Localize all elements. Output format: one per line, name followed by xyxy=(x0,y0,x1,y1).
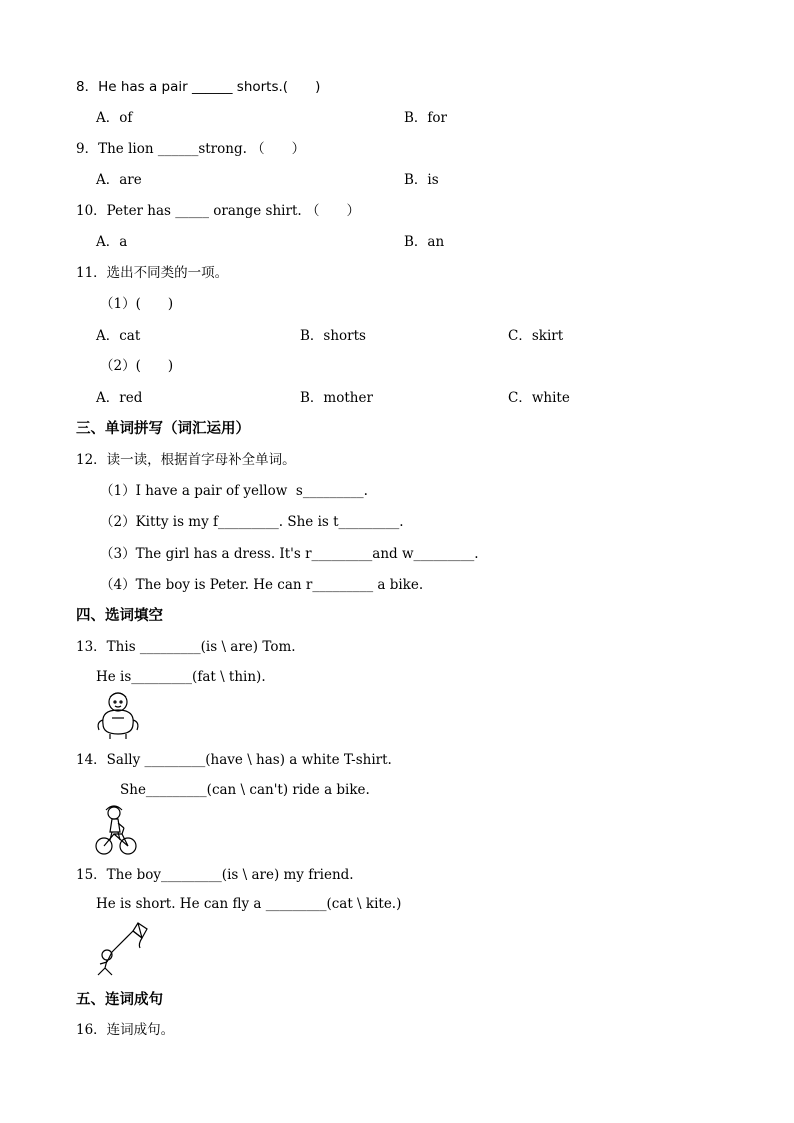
question-11-2-option-a: A．red xyxy=(96,390,143,406)
question-9-stem: 9．The lion ______strong. （ ） xyxy=(76,141,306,157)
question-10-stem: 10．Peter has _____ orange shirt. （ ） xyxy=(76,203,360,219)
question-11-part-1: （1）( ) xyxy=(100,296,174,312)
section-4-heading: 四、选词填空 xyxy=(76,608,163,624)
girl-riding-bike-illustration xyxy=(94,804,138,856)
question-9-option-b: B．is xyxy=(404,172,439,188)
question-8-stem: 8．He has a pair ______ shorts.( ) xyxy=(76,79,321,95)
boy-flying-kite-illustration xyxy=(92,920,152,978)
section-5-heading: 五、连词成句 xyxy=(76,992,163,1008)
question-15-line-1: 15．The boy_________(is \ are) my friend. xyxy=(76,867,354,883)
question-12-line-3: （3）The girl has a dress. It's r_________and w_________. xyxy=(100,546,479,562)
question-11-1-option-b: B．shorts xyxy=(300,328,366,344)
question-9-option-a: A．are xyxy=(96,172,142,188)
question-11-2-option-b: B．mother xyxy=(300,390,373,406)
question-11-part-2: （2）( ) xyxy=(100,358,174,374)
question-11-stem: 11．选出不同类的一项。 xyxy=(76,265,229,281)
question-14-line-1: 14．Sally _________(have \ has) a white T-shirt. xyxy=(76,752,392,768)
question-8-option-b: B．for xyxy=(404,110,447,126)
question-12-line-4: （4）The boy is Peter. He can r_________ a bike. xyxy=(100,577,424,593)
question-13-line-1: 13．This _________(is \ are) Tom. xyxy=(76,639,296,655)
question-12-stem: 12．读一读，根据首字母补全单词。 xyxy=(76,452,296,468)
question-11-1-option-a: A．cat xyxy=(96,328,141,344)
question-10-option-a: A．a xyxy=(96,234,128,250)
question-12-line-2: （2）Kitty is my f_________. She is t_________. xyxy=(100,514,404,530)
question-15-line-2: He is short. He can fly a _________(cat \ kite.) xyxy=(96,896,402,912)
question-11-2-option-c: C．white xyxy=(508,390,570,406)
fat-boy-illustration xyxy=(94,690,142,740)
question-13-line-2: He is_________(fat \ thin). xyxy=(96,669,266,685)
section-3-heading: 三、单词拼写（词汇运用） xyxy=(76,421,250,437)
question-12-line-1: （1）I have a pair of yellow s_________. xyxy=(100,483,368,499)
question-14-line-2: She_________(can \ can't) ride a bike. xyxy=(120,782,370,798)
question-16-stem: 16．连词成句。 xyxy=(76,1022,175,1038)
question-8-option-a: A．of xyxy=(96,110,133,126)
question-10-option-b: B．an xyxy=(404,234,445,250)
question-11-1-option-c: C．skirt xyxy=(508,328,564,344)
